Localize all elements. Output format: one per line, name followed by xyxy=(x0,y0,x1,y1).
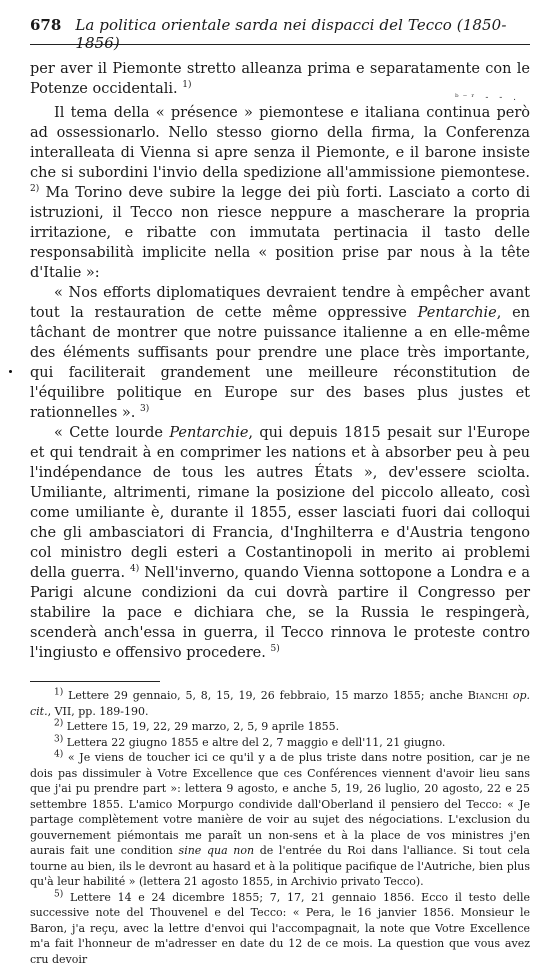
margin-speck xyxy=(9,370,12,373)
running-header xyxy=(30,16,530,40)
running-title: La politica orientale sarda nei dispacci del Tecco (1850-1856) xyxy=(75,16,530,52)
margin-noise: ᵇ⁻ʳ - - . xyxy=(30,93,520,103)
paragraph-2: Il tema della « présence » piemontese e italiana continua però ad ossessionarlo. Nello stesso giorno della firma, la Conferenza interalleata di Vienna si apre senza il Piemonte, e il barone insiste che si subordini l'invio della spedizione all'ammissione piemontese. $^{2)}$ Ma Torino deve subire la legge dei più forti. Lasciato a corto di istruzioni, il Tecco non riesce neppure a mascherare la propria irritazione, e ribatte con immutata pertinacia il tasto delle responsabilità implicite nella « position prise par nous à la tête d'Italie »: xyxy=(30,103,530,283)
footnote-rule xyxy=(30,681,160,682)
paragraph-1: per aver il Piemonte stretto alleanza prima e separatamente con le Potenze occidentali. $^{1)}$ xyxy=(30,59,530,99)
footnote-ref-5[interactable]: 5) xyxy=(270,644,279,654)
footnote-2: $^{2)}$ Lettere 15, 19, 22, 29 marzo, 2, 5, 9 aprile 1855. xyxy=(30,719,530,735)
footnote-ref-1[interactable]: 1) xyxy=(182,80,191,90)
paragraph-3: « Cette lourde Pentarchie, qui depuis 1815 pesait sur l'Europe et qui tendrait à en comprimer les nations et à absorber peu à peu l'indépendance de tous les autres États », dev'essere sciolta. Umiliante, altrimenti, rimane la posizione del piccolo alleato, così come umiliante è, durante il 1855, esser lasciati fuori dai colloqui che gli ambasciatori di Francia, d'Inghilterra e d'Austria tengono col ministro degli esteri a Costantinopoli in merito ai problemi della guerra. $^{4)}$ Nell'inverno, quando Vienna sottopone a Londra e a Parigi alcune condizioni da cui dovrà partire il Congresso per stabilire la pace e dichiara che, se la Russia le respingerà, scenderà anch'essa in guerra, il Tecco rinnova le proteste contro l'ingiusto e offensivo procedere. $^{5)}$ xyxy=(30,423,530,663)
footnote-1: $^{1)}$ Lettere 29 gennaio, 5, 8, 15, 19, 26 febbraio, 15 marzo 1855; anche Bianchi op. cit., VII, pp. 189-190. xyxy=(30,688,530,719)
footnote-3: $^{3)}$ Lettera 22 giugno 1855 e altre del 2, 7 maggio e dell'11, 21 giugno. xyxy=(30,735,530,751)
footnote-ref-2[interactable]: 2) xyxy=(30,184,39,194)
main-text xyxy=(30,59,530,663)
footnote-ref-3[interactable]: 3) xyxy=(140,404,149,414)
footnote-5: $^{5)}$ Lettere 14 e 24 dicembre 1855; 7, 17, 21 gennaio 1856. Ecco il testo delle successive note del Thouvenel e del Tecco: « Pera, le 16 janvier 1856. Monsieur le Baron, j'a reçu, avec la lettre d'envoi qui l'accompagnait, la note que Votre Excellence m'a fait l'honneur de m'adresser en date du 12 de ce mois. La question que vous avez cru devoir xyxy=(30,890,530,967)
page-number: 678 xyxy=(30,16,61,34)
footnote-ref-4[interactable]: 4) xyxy=(130,564,139,574)
quote-1: « Nos efforts diplomatiques devraient tendre à empêcher avant tout la restauration de cette même oppressive Pentarchie, en tâchant de montrer que notre puissance italienne a en elle-même des éléments suffisants pour prendre une place très importante, qui faciliterait grandement une meilleure réconstitution de l'équilibre politique en Europe sur des bases plus justes et rationnelles ». $^{3)}$ xyxy=(30,283,530,423)
footnotes xyxy=(30,688,530,967)
footnote-4: $^{4)}$ « Je viens de toucher ici ce qu'il y a de plus triste dans notre position, car je ne dois pas dissimuler à Votre Excellence que ces Conférences viennent d'avoir lieu sans que j'ai pu prendre part »: lettera 9 agosto, e anche 5, 19, 26 luglio, 20 agosto, 22 e 25 settembre 1855. L'amico Morpurgo condivide dall'Oberland il pensiero del Tecco: « Je partage complètement votre manière de voir au sujet des négociations. L'exclusion du gouvernement piémontais me paraît un non-sens et à la place de vos ministres j'en aurais fait une condition sine qua non de l'entrée du Roi dans l'alliance. Si tout cela tourne au bien, ils le devront au hasard et à la politique pacifique de l'Autriche, bien plus qu'à leur habilité » (lettera 21 agosto 1855, in Archivio privato Tecco). xyxy=(30,750,530,890)
